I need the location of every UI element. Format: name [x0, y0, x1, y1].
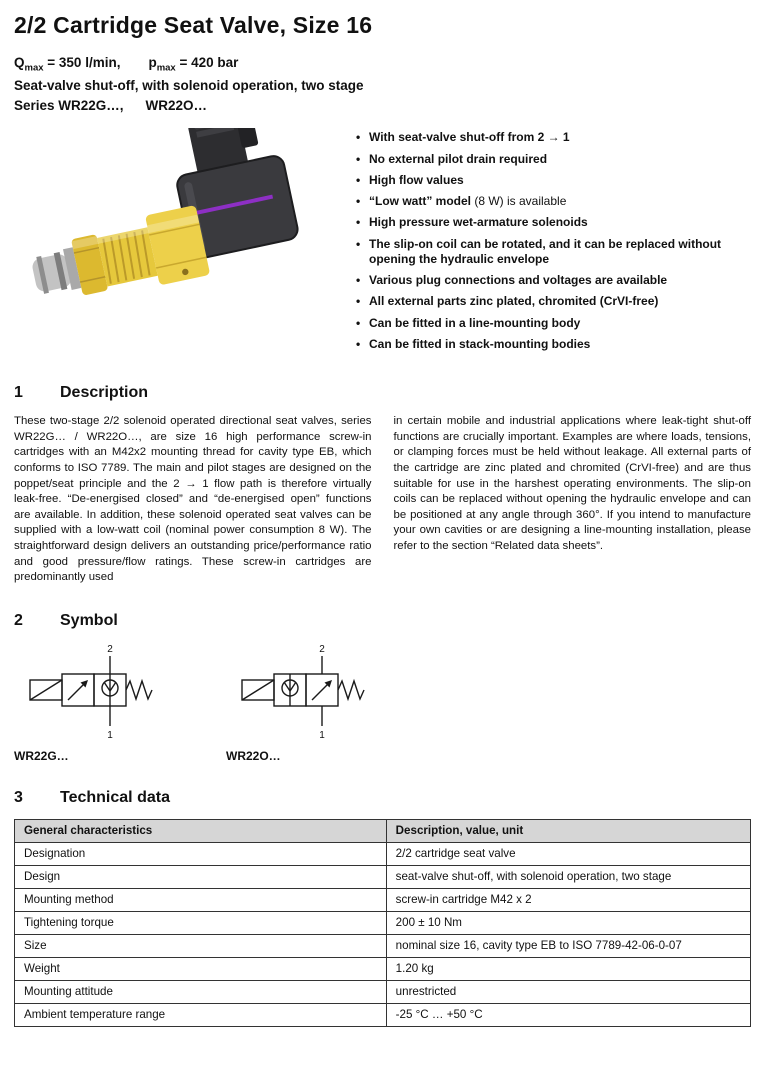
- table-row: [15, 1003, 751, 1026]
- hydraulic-symbol-wr22g: [14, 642, 184, 747]
- symbol-wr22g: [14, 642, 184, 763]
- doc-header: [14, 12, 751, 116]
- symbol-caption-wr22g: WR22G…: [14, 748, 69, 763]
- product-photo: [14, 128, 344, 346]
- row-label: Weight: [15, 957, 387, 980]
- feature-item: • “Low watt” model (8 W) is available: [356, 194, 751, 209]
- row-value: 200 ± 10 Nm: [386, 911, 750, 934]
- section-heading-technical-data: 3 Technical data: [14, 788, 170, 806]
- table-row: [15, 980, 751, 1003]
- section-heading-symbol: 2 Symbol: [14, 611, 118, 629]
- row-value: screw-in cartridge M42 x 2: [386, 888, 750, 911]
- feature-item: • High flow values: [356, 173, 751, 188]
- section-heading-description: 1 Description: [14, 384, 149, 402]
- description-column-left: These two-stage 2/2 solenoid operated directional seat valves, series WR22G… / WR22O…, are size 16 high performance screw-in cartridges with an M42x2 mounting thread for cavity type EB, which conforms to ISO 7789. The main and pilot stages are designed on the poppet/seat principle and the 2 → 1 flow path is therefore virtually leak-free. “De-energised closed” and “de-energised open” functions are available. In addition, these solenoid operated seat valves can be supplied with a low-watt coil (nominal power consumption 8 W). The straightforward design delivers an outstanding price/performance ratio and good pressure/flow ratings. These screw-in cartridges are predominantly used: [14, 415, 372, 584]
- row-value: seat-valve shut-off, with solenoid operation, two stage: [386, 865, 750, 888]
- port-label-2: 2: [319, 643, 325, 655]
- spec-line-flow-pressure: [14, 53, 751, 76]
- row-label: Size: [15, 934, 387, 957]
- row-label: Design: [15, 865, 387, 888]
- technical-data-table: [14, 819, 751, 1027]
- table-row: [15, 865, 751, 888]
- symbol-caption-wr22o: WR22O…: [226, 748, 281, 763]
- port-label-1: 1: [319, 729, 325, 741]
- row-label: Tightening torque: [15, 911, 387, 934]
- spec-line-function: Seat-valve shut-off, with solenoid operation, two stage: [14, 77, 364, 93]
- table-row: [15, 842, 751, 865]
- symbol-wr22o: [226, 642, 396, 763]
- row-label: Mounting attitude: [15, 980, 387, 1003]
- row-label: Designation: [15, 842, 387, 865]
- feature-item: • Various plug connections and voltages are available: [356, 273, 751, 288]
- row-label: Ambient temperature range: [15, 1003, 387, 1026]
- table-row: [15, 934, 751, 957]
- qmax-spec: $Q_{max} = 350$ l/min,: [14, 55, 121, 74]
- table-row: [15, 888, 751, 911]
- feature-list: [344, 130, 751, 358]
- feature-item: • The slip-on coil can be rotated, and it can be replaced without opening the hydraulic envelope: [356, 237, 751, 267]
- page-title: 2/2 Cartridge Seat Valve, Size 16: [14, 12, 373, 38]
- table-header-characteristics: General characteristics: [15, 819, 387, 842]
- feature-item: • No external pilot drain required: [356, 152, 751, 167]
- row-value: unrestricted: [386, 980, 750, 1003]
- table-header-row: [15, 819, 751, 842]
- feature-item: • All external parts zinc plated, chromited (CrVI-free): [356, 294, 751, 309]
- row-label: Mounting method: [15, 888, 387, 911]
- row-value: -25 °C … +50 °C: [386, 1003, 750, 1026]
- table-header-description: Description, value, unit: [386, 819, 750, 842]
- port-label-1: 1: [107, 729, 113, 741]
- feature-item: • High pressure wet-armature solenoids: [356, 215, 751, 230]
- spec-line-series: Series WR22G…, WR22O…: [14, 98, 208, 114]
- description-columns: [14, 414, 751, 586]
- pmax-spec: $p_{max} = 420$ bar: [148, 55, 239, 74]
- port-label-2: 2: [107, 643, 113, 655]
- row-value: nominal size 16, cavity type EB to ISO 7789-42-06-0-07: [386, 934, 750, 957]
- feature-item: • Can be fitted in a line-mounting body: [356, 316, 751, 331]
- row-value: 1.20 kg: [386, 957, 750, 980]
- feature-item: • Can be fitted in stack-mounting bodies: [356, 337, 751, 352]
- hero-row: [14, 128, 751, 358]
- description-column-right: in certain mobile and industrial applications where leak-tight shut-off functions are crucially important. Examples are where loads, tensions, or clamping forces must be held without leakage. All external parts of the cartridge are zinc plated and chromited (CrVI-free) and are thus suitable for use in the harshest operating environments. The slip-on coils can be replaced without opening the hydraulic envelope and can be positioned at any angle through 360°. If you intend to manufacture your own cavities or are designing a line-mounting installation, please refer to the section “Related data sheets”.: [393, 415, 751, 553]
- row-value: 2/2 cartridge seat valve: [386, 842, 750, 865]
- symbols-row: [14, 642, 751, 763]
- table-row: [15, 957, 751, 980]
- cartridge-valve-illustration: [14, 128, 344, 346]
- hydraulic-symbol-wr22o: [226, 642, 396, 747]
- feature-item: • With seat-valve shut-off from 2 → 1: [356, 130, 751, 145]
- table-row: [15, 911, 751, 934]
